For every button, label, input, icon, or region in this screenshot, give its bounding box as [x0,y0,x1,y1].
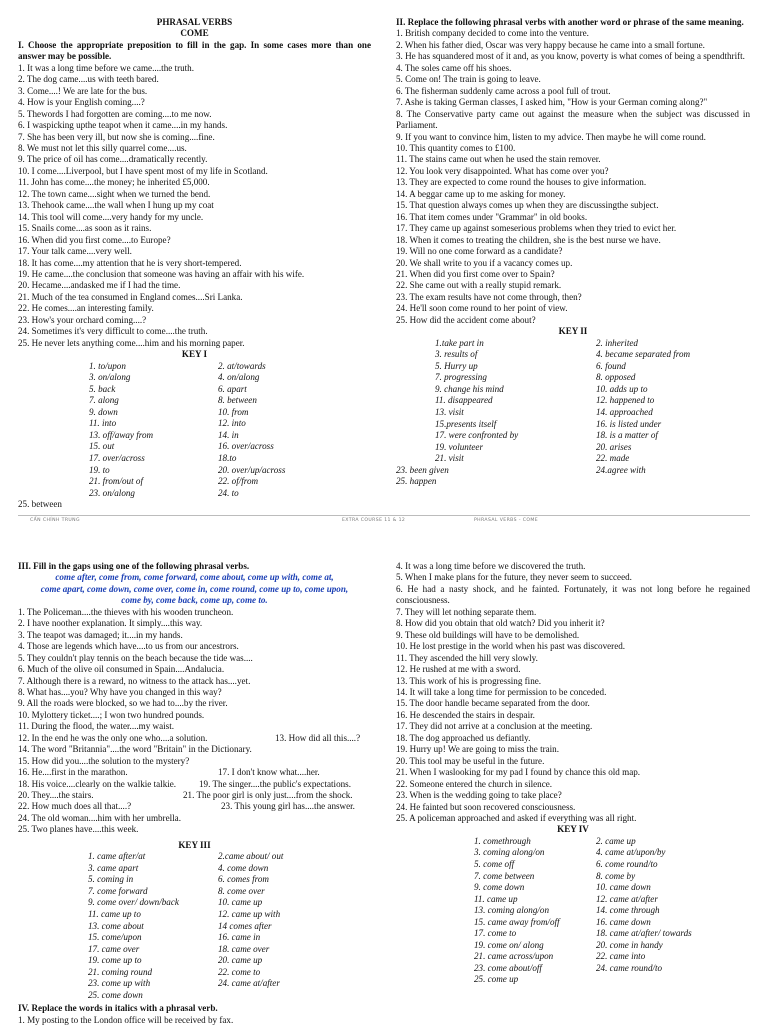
key-2-answer: 5. Hurry up [435,360,478,371]
exercise-item: 6. I waspicking upthe teapot when it came....in my hands. [18,120,228,131]
key-2-answer: 25. happen [396,476,437,487]
key-row [18,372,371,384]
key-1-answer: 22. of/from [218,476,259,487]
exercise-item: 17. Your talk came....very well. [18,246,132,257]
key-3-answer: 12. came up with [218,908,281,919]
key-3-answer: 7. come forward [88,885,148,896]
key-row [18,921,371,933]
exercise-item: 21. When I waslooking for my pad I found by chance this old map. [396,767,641,778]
exercise-item: 18. His voice....clearly on the walkie talkie. [18,778,177,789]
key-row [396,419,750,431]
key-row [18,361,371,373]
key-row [18,441,371,453]
exercise-item: 13. This work of his is progressing fine. [396,675,542,686]
exercise-item: 21. Much of the tea consumed in England comes....Sri Lanka. [18,291,243,302]
exercise-item: 5. Thewords I had forgotten are coming....to me now. [18,108,212,119]
key-2-answer: 18. is a matter of [596,430,658,441]
exercise-item: 22. Someone entered the church in silence. [396,778,553,789]
key-1-answer: 20. over/up/across [218,464,286,475]
key-row [396,859,750,871]
exercise-item: 20. Hecame....andasked me if I had the time. [18,280,181,291]
exercise-item: 23. This young girl has....the answer. [221,801,355,812]
key-3-answer: 14 comes after [218,920,272,931]
key-2-answer: 21. visit [435,453,464,464]
key-row [396,951,750,963]
key-4-answer: 6. come round/to [596,858,658,869]
key-4-answer: 15. came away from/off [474,916,560,927]
exercise-item: 11. The stains came out when he used the stain remover. [396,154,601,165]
key-row [396,395,750,407]
section-3-exercise-list-b [18,744,371,767]
key-2-answer: 3. results of [435,349,478,360]
exercise-item: 15. That question always comes up when they are discussingthe subject. [396,200,659,211]
key-4-answer: 25. come up [474,974,519,985]
key-row [18,488,371,500]
exercise-item: 24. He'll soon come round to her point of view. [396,303,568,314]
exercise-item: 20. They....the stairs. [18,790,94,801]
key-3-answers [18,851,371,990]
section-3-heading: III. Fill in the gaps using one of the following phrasal verbs. [18,561,250,571]
key-2-answer: 9. change his mind [435,383,504,394]
key-2-title: KEY II [558,326,588,337]
exercise-item: 25. A policeman approached and asked if everything was all right. [396,812,637,823]
exercise-item: 5. When I make plans for the future, they never seem to succeed. [396,572,632,583]
section-4-column [396,561,750,986]
key-1-answer: 19. to [89,464,110,475]
exercise-item: 10. He lost prestige in the world when his past was discovered. [396,641,626,652]
key-2-answer: 7. progressing [435,372,487,383]
key-4-answer: 9. come down [474,882,525,893]
phrasal-verb-list-line: come by, come back, come up, come to. [121,595,268,606]
key-1-answer: 18.to [218,452,237,463]
key-3-tail [18,990,371,1002]
exercise-item: 15. Snails come....as soon as it rains. [18,223,152,234]
key-4-answer: 12. came at/after [596,893,658,904]
key-1-answer: 6. apart [218,383,247,394]
exercise-item: 9. These old buildings will have to be demolished. [396,629,580,640]
exercise-item: 23. When is the wedding going to take place? [396,790,562,801]
key-1-answer: 9. down [89,406,118,417]
key-4-answer: 19. come on/ along [474,939,544,950]
key-3-answer: 9. come over/ down/back [88,897,179,908]
exercise-item: 4. It was a long time before we discovered the truth. [396,561,586,571]
key-1-answer: 1. to/upon [89,360,126,371]
key-2-answer: 2. inherited [596,337,638,348]
key-1-answer: 5. back [89,383,116,394]
exercise-row [18,790,371,801]
exercise-item: 7. They will let nothing separate them. [396,606,537,617]
exercise-item: 2. The dog came....us with teeth bared. [18,74,159,85]
key-row [18,897,371,909]
key-row [18,863,371,875]
exercise-item: 25. Two planes have....this week. [18,824,139,835]
key-row [18,955,371,967]
exercise-item: 19. Will no one come forward as a candidate? [396,246,563,257]
key-row [396,905,750,917]
key-1-answer: 2. at/towards [218,360,266,371]
key-2-answer: 12. happened to [596,395,655,406]
exercise-item: 14. A beggar came up to me asking for money. [396,188,566,199]
exercise-row [18,767,371,778]
exercise-item: 22. He comes....an interesting family. [18,303,154,314]
key-2-answer: 19. volunteer [435,441,483,452]
key-3-title: KEY III [178,839,211,850]
key-row [396,894,750,906]
exercise-item: 15. The door handle became separated from the door. [396,698,590,709]
key-4-answer: 3. coming along/on [474,847,545,858]
exercise-item: 11. They ascended the hill very slowly. [396,652,538,663]
key-1-answer: 16. over/across [218,441,274,452]
exercise-item: 14. This tool will come....very handy for my uncle. [18,211,204,222]
key-4-answer: 10. came down [596,882,651,893]
key-2-answer: 24.agree with [596,464,646,475]
page-footer [18,515,750,523]
key-1-answer: 15. out [89,441,115,452]
exercise-item: 22. She came out with a really stupid remark. [396,280,562,291]
exercise-item: 13. How did all this....? [275,732,361,743]
exercise-item: 17. I don't know what....her. [218,767,320,778]
exercise-row [18,779,371,790]
key-row [18,395,371,407]
key-4-answer: 24. came round/to [596,962,663,973]
exercise-item: 24. The old woman....him with her umbrella. [18,812,181,823]
exercise-item: 13. They are expected to come round the houses to give information. [396,177,647,188]
exercise-item: 5. Come on! The train is going to leave. [396,74,541,85]
key-4-answer: 11. came up [474,893,518,904]
key-2-answer: 8. opposed [596,372,636,383]
key-row [396,430,750,442]
key-row [18,430,371,442]
exercise-item: 17. They did not arrive at a conclusion at the meeting. [396,721,593,732]
key-1-answer: 23. on/along [89,487,135,498]
exercise-item: 11. John has come....the money; he inherited £5,000. [18,177,210,188]
key-1-answer: 12. into [218,418,246,429]
exercise-item: 4. Those are legends which have....to us from our ancestrors. [18,641,239,652]
key-3-answer: 10. came up [218,897,263,908]
key-4-answer: 1. comethrough [474,835,531,846]
exercise-item: 25. He never lets anything come....him and his morning paper. [18,337,245,348]
key-3-answer: 22. come to [218,966,261,977]
exercise-item: 16. He descended the stairs in despair. [396,709,535,720]
exercise-item: 20. We shall write to you if a vacancy comes up. [396,257,573,268]
exercise-item: 18. The dog approached us defiantly. [396,732,531,743]
exercise-item: 7. She has been very ill, but now she is coming....fine. [18,131,215,142]
key-4-answer: 2. came up [596,835,636,846]
key-3-answer: 20. came up [218,955,263,966]
key-row [396,928,750,940]
key-row [396,836,750,848]
key-1-answer: 7. along [89,395,119,406]
key-row [396,372,750,384]
key-3-answer: 13. come about [88,920,144,931]
exercise-item: 8. The Conservative party came out against the measure when the subject was discussed in Parliament. [396,108,750,131]
section-2-exercise-list [396,28,750,326]
exercise-item: 25. How did the accident come about? [396,314,536,325]
key-4-answer: 14. come through [596,905,660,916]
exercise-item: 10. I come....Liverpool, but I have spent most of my life in Scotland. [18,165,268,176]
page-title: PHRASAL VERBS [156,17,233,27]
exercise-item: 24. Sometimes it's very difficult to come....the truth. [18,326,208,337]
exercise-item: 3. Come....! We are late for the bus. [18,85,148,96]
exercise-item: 4. How is your English coming....? [18,97,145,108]
exercise-item: 12. The town came....sight when we turned the bend. [18,188,211,199]
key-3-answer: 1. came after/at [88,851,146,862]
exercise-item: 7. Ashe is taking German classes, I asked him, "How is your German coming along?" [396,97,708,108]
exercise-item: 16. That item comes under "Grammar" in old books. [396,211,588,222]
key-1-answer: 14. in [218,429,239,440]
key-2-answer: 16. is listed under [596,418,662,429]
exercise-item: 23. How's your orchard coming....? [18,314,147,325]
section-1-heading: I. Choose the appropriate preposition to fill in the gap. In some cases more than one answer may be possible. [18,39,371,62]
key-3-answer: 5. coming in [88,874,134,885]
key-4-answer: 22. came into [596,951,646,962]
key-2-answer: 11. disappeared [435,395,493,406]
key-row [18,453,371,465]
key-1-answer: 3. on/along [89,372,131,383]
exercise-item: 19. The singer....the public's expectations. [199,778,351,789]
key-row [396,361,750,373]
key-row [18,418,371,430]
key-4-title: KEY IV [557,824,589,835]
exercise-item: 24. He fainted but soon recovered consciousness. [396,801,576,812]
exercise-item: 1. It was a long time before we came....the truth. [18,62,195,73]
key-3-answer: 18. came over [218,943,270,954]
exercise-item: 9. All the roads were blocked, so we had to....by the river. [18,698,228,709]
exercise-item: 15. How did you....the solution to the mystery? [18,755,190,766]
exercise-item: 8. How did you obtain that old watch? Did you inherit it? [396,618,605,629]
exercise-item: 10. Mylottery ticket....; I won two hundred pounds. [18,709,205,720]
section-2-column [396,17,750,488]
exercise-item: 6. The fisherman suddenly came across a pool full of trout. [396,85,611,96]
key-4-answers [396,836,750,975]
footer-author: CẤN CHÍNH TRUNG [30,518,80,523]
key-2-answer: 6. found [596,360,626,371]
key-row [396,871,750,883]
key-1-answer: 17. over/across [89,452,145,463]
key-row [396,442,750,454]
exercise-item: 5. They couldn't play tennis on the beach because the tide was.... [18,652,253,663]
exercise-item: 20. This tool may be useful in the future. [396,755,545,766]
exercise-item: 19. Hurry up! We are going to miss the train. [396,744,560,755]
exercise-item: 6. Much of the olive oil consumed in Spain....Andalucia. [18,664,225,675]
key-2-answer: 15.presents itself [435,418,497,429]
exercise-item: 23. The exam results have not come through, then? [396,291,582,302]
phrasal-verb-list-line: come after, come from, come forward, come about, come up with, come at, [55,572,334,583]
key-row [18,967,371,979]
key-row [396,963,750,975]
key-2-answer: 23. been given [396,464,449,475]
key-3-answer: 24. came at/after [218,978,280,989]
key-1-last-answer: 25. between [18,499,62,510]
section-4-heading: IV. Replace the words in italics with a phrasal verb. [18,1003,218,1014]
key-4-answer: 13. coming along/on [474,905,550,916]
page-subtitle: COME [180,28,209,39]
section-3-exercise-list-c [18,813,371,836]
exercise-item: 18. When it comes to treating the children, she is the best nurse we have. [396,234,661,245]
key-row [396,453,750,465]
exercise-item: 3. He has squandered most of it and, as you know, poverty is what comes of being a spendthrift. [396,51,745,62]
key-4-answer: 18. came at/after/ towards [596,928,692,939]
key-row [18,465,371,477]
exercise-item: 11. During the flood, the water....my waist. [18,721,174,732]
exercise-item: 12. He rushed at me with a sword. [396,664,521,675]
key-3-answer: 3. came apart [88,862,139,873]
key-2-answers [396,338,750,465]
key-1-answer: 24. to [218,487,239,498]
exercise-item: 12. In the end he was the only one who....a solution. [18,732,208,743]
key-row [18,886,371,898]
key-row [18,476,371,488]
key-1-answer: 8. between [218,395,257,406]
key-3-answer: 21. coming round [88,966,153,977]
key-2-answer: 13. visit [435,406,464,417]
key-row [396,917,750,929]
key-1-answer: 21. from/out of [89,476,143,487]
key-4-answer: 21. came across/upon [474,951,554,962]
exercise-row [18,733,371,744]
key-row [396,349,750,361]
key-row [396,882,750,894]
key-3-answer: 2.came about/ out [218,851,284,862]
key-row [18,909,371,921]
section-4-exercise-list [396,561,750,824]
key-row [18,384,371,396]
exercise-item: 19. He came....the conclusion that someone was having an affair with his wife. [18,268,305,279]
key-2-answer: 4. became separated from [596,349,691,360]
exercise-item: 2. When his father died, Oscar was very happy because he came into a small fortune. [396,39,705,50]
key-3-answer: 17. came over [88,943,140,954]
key-3-answer: 8. come over [218,885,265,896]
key-3-answer: 11. came up to [88,908,141,919]
exercise-item: 16. When did you first come....to Europe? [18,234,171,245]
exercise-item: 13. Thehook came....the wall when I hung up my coat [18,200,214,211]
key-4-answer: 20. come in handy [596,939,663,950]
exercise-item: 16. He....first in the marathon. [18,767,128,778]
exercise-item: 7. Although there is a reward, no witness to the attack has....yet. [18,675,251,686]
key-3-answer: 25. come down [88,989,143,1000]
phrasal-verb-list-line: come apart, come down, come over, come in, come round, come up to, come upon, [40,583,349,594]
key-1-title: KEY I [181,349,208,360]
exercise-item: 9. If you want to convince him, listen to my advice. Then maybe he will come round. [396,131,706,142]
key-row [396,338,750,350]
key-2-answer: 14. approached [596,406,653,417]
key-3-answer: 15. come/upon [88,932,142,943]
exercise-item: 17. They came up against someserious problems when they tried to evict her. [396,223,677,234]
key-row [18,978,371,990]
key-3-answer: 4. come down [218,862,269,873]
exercise-item: 21. The poor girl is only just....from the shock. [183,790,353,801]
key-2-answer: 22. made [596,453,630,464]
key-4-answer: 7. come between [474,870,535,881]
key-row [18,851,371,863]
exercise-item: 22. How much does all that....? [18,801,132,812]
key-row [396,847,750,859]
key-row [18,874,371,886]
key-2-answer: 10. adds up to [596,383,648,394]
key-2-tail [396,465,750,488]
exercise-item: 1. The Policeman....the thieves with his wooden truncheon. [18,606,234,617]
key-4-tail [396,974,750,986]
key-1-answer: 4. on/along [218,372,260,383]
exercise-item: 14. It will take a long time for permission to be conceded. [396,686,607,697]
key-3-answer: 23. come up with [88,978,151,989]
exercise-item: 9. The price of oil has come....dramatically recently. [18,154,208,165]
key-row [396,384,750,396]
key-4-answer: 5. come off [474,858,515,869]
key-2-answer: 20. arises [596,441,632,452]
exercise-item: 2. I have noother explanation. It simply....this way. [18,618,203,629]
exercise-item: 8. We must not let this silly quarrel come....us. [18,142,187,153]
exercise-row [18,801,371,812]
section-3-exercise-list [18,607,371,733]
exercise-item: 6. He had a nasty shock, and he fainted. Fortunately, it was not long before he regained consciousness. [396,583,750,606]
key-4-answer: 16. came down [596,916,651,927]
exercise-item: 12. You look very disappointed. What has come over you? [396,165,609,176]
key-row [396,407,750,419]
key-3-answer: 19. come up to [88,955,142,966]
key-2-answer: 17. were confronted by [435,430,519,441]
section-1-column [18,17,371,511]
key-1-answer: 10. from [218,406,249,417]
section-1-exercise-list [18,63,371,349]
footer-topic: PHRASAL VERBS - COME [474,518,539,523]
exercise-item: 14. The word "Britannia"....the word "Britain" in the Dictionary. [18,744,252,755]
key-3-answer: 6. comes from [218,874,269,885]
exercise-item: 1. British company decided to come into the venture. [396,28,589,39]
key-1-answer: 11. into [89,418,117,429]
exercise-item: 1. My posting to the London office will be received by fax. [18,1014,234,1025]
key-4-answer: 8. come by [596,870,636,881]
exercise-item: 3. The teapot was damaged; it....in my hands. [18,629,183,640]
exercise-item: 18. It has come....my attention that he is very short-tempered. [18,257,242,268]
key-row [396,940,750,952]
exercise-item: 10. This quantity comes to £100. [396,142,516,153]
key-3-answer: 16. came in [218,932,261,943]
key-1-answers [18,361,371,500]
key-1-answer: 13. off/away from [89,429,154,440]
footer-course: EXTRA COURSE 11 & 12 [342,518,406,523]
key-4-answer: 23. come about/off [474,962,542,973]
exercise-item: 8. What has....you? Why have you changed in this way? [18,686,222,697]
key-2-answer: 1.take part in [435,337,484,348]
key-row [18,407,371,419]
section-2-heading: II. Replace the following phrasal verbs with another word or phrase of the same meaning. [396,17,744,27]
section-3-column [18,561,371,1026]
key-row [18,932,371,944]
exercise-item: 4. The soles came off his shoes. [396,62,512,73]
key-4-answer: 4. came at/upon/by [596,847,666,858]
key-4-answer: 17. come to [474,928,517,939]
key-row [18,944,371,956]
exercise-item: 21. When did you first come over to Spain? [396,268,555,279]
